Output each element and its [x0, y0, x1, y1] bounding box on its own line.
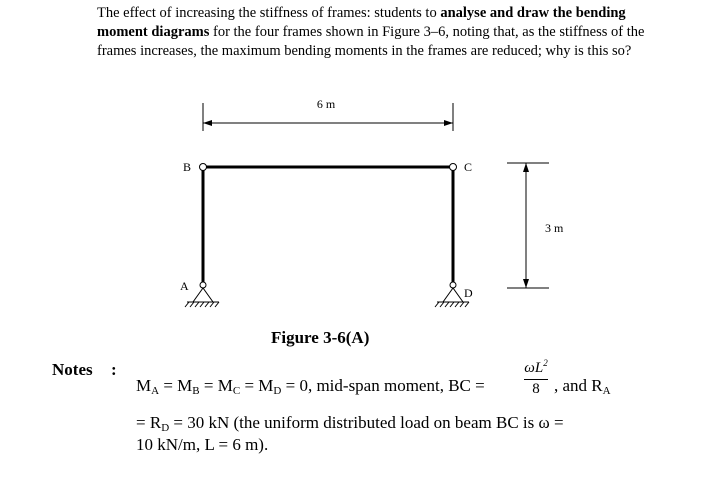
moment-a-sub: A	[151, 385, 160, 397]
and-r: , and R	[554, 376, 603, 395]
pin-support-d-icon	[443, 288, 463, 302]
figure-caption: Figure 3-6(A)	[271, 328, 370, 347]
height-arrow-top-icon	[523, 163, 529, 172]
notes-label: Notes	[52, 360, 93, 379]
notes-line-2-rest: = 30 kN (the uniform distributed load on beam BC is ω =	[169, 413, 564, 432]
eq-2: =	[199, 376, 218, 395]
node-label-a: A	[180, 279, 189, 293]
moment-c-sub: C	[232, 385, 241, 397]
moment-b-sub: B	[192, 385, 200, 397]
reaction-d-sub: D	[161, 422, 170, 434]
intro-text-2: for the four frames shown in Figure 3–6, noting that, as the stiffness of the frames increases, the maximum bending moments in the frames are reduced; why is this so?	[97, 24, 645, 59]
node-label-c: C	[464, 160, 473, 174]
notes-line-3: 10 kN/m, L = 6 m).	[136, 435, 269, 454]
moment-d-sub: D	[273, 385, 282, 397]
fraction-numerator-text: ωL	[524, 360, 544, 376]
node-label-d: D	[464, 286, 473, 300]
span-arrow-left-icon	[203, 120, 212, 126]
fraction-exponent: 2	[543, 358, 548, 368]
joint-b	[200, 164, 207, 171]
fraction-numerator	[522, 355, 550, 377]
fraction-denominator: 8	[532, 381, 540, 397]
fraction-wl2-over-8	[522, 355, 550, 398]
moment-b: M	[177, 376, 193, 395]
height-label: 3 m	[545, 221, 564, 235]
ground-hatch-a	[185, 302, 219, 307]
eq-3: =	[240, 376, 259, 395]
pin-a	[200, 282, 206, 288]
span-arrow-right-icon	[444, 120, 453, 126]
node-label-b: B	[183, 160, 192, 174]
ground-hatch-d	[435, 302, 469, 307]
reaction-a-sub: A	[602, 385, 611, 397]
notes-line-2	[136, 413, 564, 434]
pin-support-a-icon	[193, 288, 213, 302]
height-arrow-bottom-icon	[523, 279, 529, 288]
notes-line-1-end	[554, 376, 611, 397]
pin-d	[450, 282, 456, 288]
eq-r: = R	[136, 413, 162, 432]
eq-1: =	[159, 376, 178, 395]
intro-text-1: The effect of increasing the stiffness of frames: students to	[97, 5, 441, 21]
intro-bold-text: analyse and draw the bending moment diagrams	[97, 5, 626, 40]
notes-colon: :	[111, 360, 117, 379]
moment-a: M	[136, 376, 152, 395]
span-label: 6 m	[316, 97, 336, 111]
moment-c: M	[217, 376, 233, 395]
moment-d: M	[258, 376, 274, 395]
notes-line-1	[136, 376, 485, 397]
joint-c	[450, 164, 457, 171]
notes-line-1-rest: = 0, mid-span moment, BC =	[281, 376, 485, 395]
